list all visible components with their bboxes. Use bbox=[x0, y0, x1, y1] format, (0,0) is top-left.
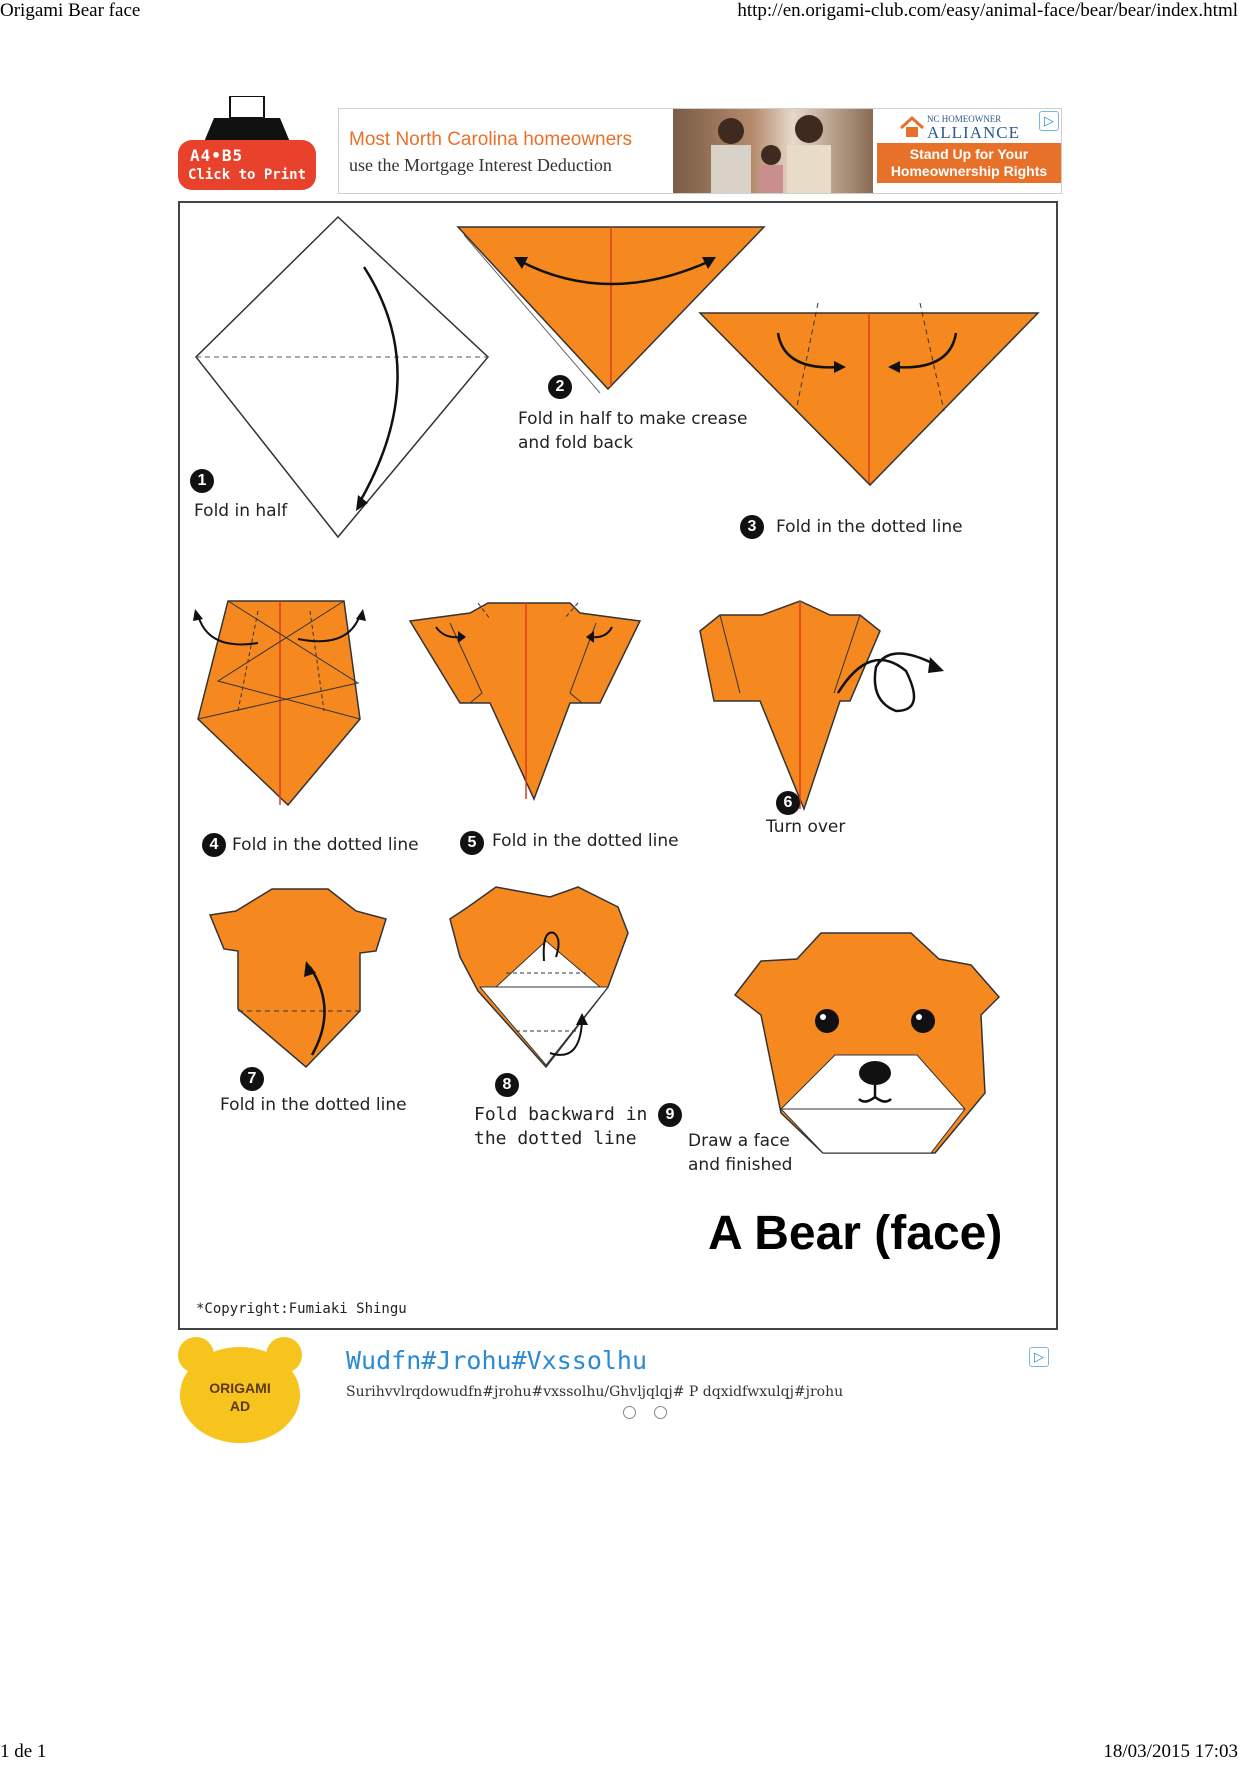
step-4-number: 4 bbox=[202, 833, 226, 857]
print-size-label: A4•B5 bbox=[190, 146, 244, 165]
step-5-diagram bbox=[410, 603, 660, 813]
print-datetime-footer: 18/03/2015 17:03 bbox=[1103, 1741, 1238, 1762]
ad-headline: Most North Carolina homeowners bbox=[349, 129, 633, 150]
step-3-caption: Fold in the dotted line bbox=[776, 517, 963, 537]
step-4-diagram bbox=[198, 601, 398, 811]
step-2-caption: Fold in half to make crease and fold back bbox=[518, 409, 748, 453]
step-8-number: 8 bbox=[495, 1073, 519, 1097]
step-9-caption: Draw a face and finished bbox=[688, 1131, 793, 1175]
page-url-header: http://en.origami-club.com/easy/animal-face/bear/bear/index.html bbox=[737, 0, 1238, 21]
bottom-ad-subtitle: Surihvvlrqdowudfn#jrohu#vxssolhu/Ghvljqlqj# P dqxidfwxulqj#jrohu bbox=[346, 1384, 844, 1400]
step-6-diagram bbox=[700, 601, 970, 811]
adchoices-icon[interactable]: ▷ bbox=[1039, 111, 1059, 131]
step-1-number: 1 bbox=[190, 469, 214, 493]
ad-logo-small: NC HOMEOWNER bbox=[927, 114, 1002, 124]
top-advertisement[interactable] bbox=[338, 108, 1062, 194]
carousel-dot-2[interactable] bbox=[654, 1406, 667, 1419]
carousel-dot-1[interactable] bbox=[623, 1406, 636, 1419]
ad-family-photo bbox=[673, 109, 873, 193]
print-button[interactable] bbox=[178, 96, 316, 192]
copyright-notice: *Copyright:Fumiaki Shingu bbox=[196, 1301, 407, 1317]
ad-subline: use the Mortgage Interest Deduction bbox=[349, 155, 612, 175]
step-1-caption: Fold in half bbox=[194, 501, 288, 521]
ad-cta-button[interactable]: Stand Up for Your Homeownership Rights bbox=[877, 143, 1061, 183]
ad-badge-label: ORIGAMI AD bbox=[209, 1380, 271, 1414]
house-logo-icon bbox=[899, 115, 925, 139]
step-2-number: 2 bbox=[548, 375, 572, 399]
step-9-number: 9 bbox=[658, 1103, 682, 1127]
step-7-diagram bbox=[210, 889, 410, 1099]
print-action-label: Click to Print bbox=[188, 167, 307, 183]
step-8-diagram bbox=[450, 887, 650, 1097]
ad-logo-large: ALLIANCE bbox=[927, 123, 1020, 142]
step-5-number: 5 bbox=[460, 831, 484, 855]
instructions-frame bbox=[178, 201, 1058, 1330]
bottom-ad-title[interactable]: Wudfn#Jrohu#Vxssolhu bbox=[346, 1346, 648, 1375]
page-title-header: Origami Bear face bbox=[0, 0, 141, 21]
adchoices-icon-bottom[interactable]: ▷ bbox=[1029, 1347, 1049, 1367]
step-6-number: 6 bbox=[776, 791, 800, 815]
step-3-number: 3 bbox=[740, 515, 764, 539]
diagram-title: A Bear (face) bbox=[708, 1207, 1003, 1260]
printer-icon bbox=[178, 96, 316, 146]
step-3-diagram bbox=[700, 313, 1040, 503]
step-7-number: 7 bbox=[240, 1067, 264, 1091]
step-4-caption: Fold in the dotted line bbox=[232, 835, 419, 855]
step-6-caption: Turn over bbox=[766, 817, 846, 837]
step-7-caption: Fold in the dotted line bbox=[220, 1095, 407, 1115]
step-8-caption: Fold backward in the dotted line bbox=[474, 1104, 648, 1149]
page-count-footer: 1 de 1 bbox=[0, 1741, 47, 1762]
step-5-caption: Fold in the dotted line bbox=[492, 831, 679, 851]
origami-ad-badge[interactable] bbox=[174, 1333, 306, 1445]
